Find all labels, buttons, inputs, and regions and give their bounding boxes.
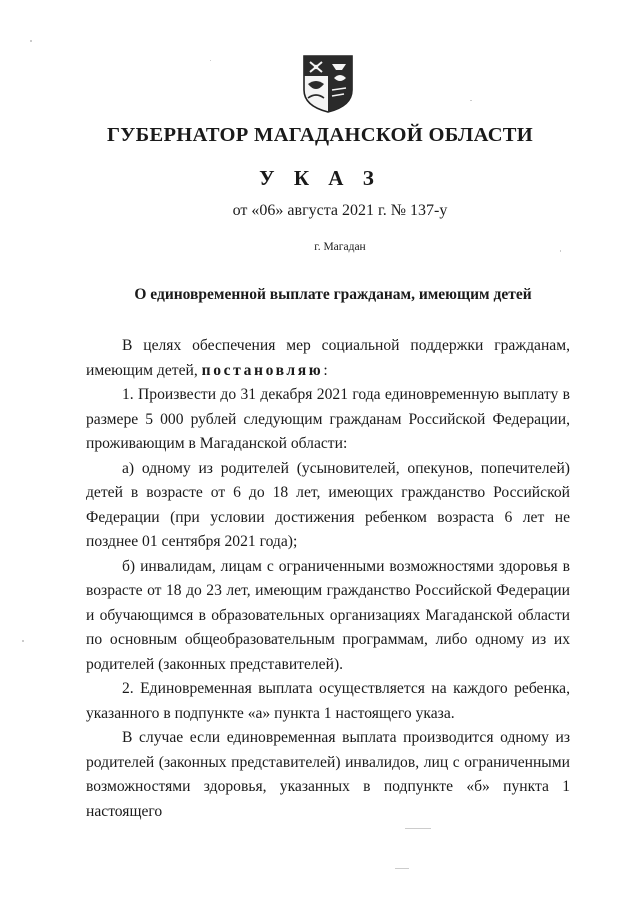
scan-speck	[560, 250, 561, 252]
paragraph-1a: а) одному из родителей (усыновителей, опекунов, попечителей) детей в возрасте от 6 до 18 лет, имеющих гражданство Российской Федерации (при условии достижения ребенком возраста 6 лет не позднее 01 сентября 2021 года);	[86, 459, 570, 550]
scan-speck	[405, 828, 431, 829]
authority-title: ГУБЕРНАТОР МАГАДАНСКОЙ ОБЛАСТИ	[106, 124, 534, 146]
intro-paragraph	[86, 334, 570, 383]
paragraph-1b: б) инвалидам, лицам с ограниченными возможностями здоровья в возрасте от 18 до 23 лет, имеющим гражданство Российской Федерации и обучающимся в образовательных организациях Магаданской области по основным общеобразовательным программам, либо одному из их родителей (законных представителей).	[86, 557, 570, 673]
intro-colon: :	[323, 361, 328, 379]
document-body	[86, 334, 570, 824]
document-type: У К А З	[259, 166, 381, 190]
scan-speck	[470, 100, 472, 101]
decree-word: постановляю	[201, 361, 324, 379]
document-city: г. Магадан	[314, 241, 366, 253]
scan-speck	[22, 640, 24, 642]
scan-speck	[395, 868, 409, 869]
scan-speck	[210, 60, 211, 61]
document-date-number: от «06» августа 2021 г. № 137-у	[232, 202, 448, 219]
paragraph-2: 2. Единовременная выплата осуществляется на каждого ребенка, указанного в подпункте «а» пункта 1 настоящего указа.	[86, 680, 570, 722]
document-subject: О единовременной выплате гражданам, имеющим детей	[134, 286, 532, 303]
scan-speck	[30, 40, 32, 42]
coat-of-arms-icon	[302, 54, 354, 114]
paragraph-3: В случае если единовременная выплата производится одному из родителей (законных представителей) инвалидов, лиц с ограниченными возможностями здоровья, указанных в подпункте «б» пункта 1 настоящего	[86, 729, 570, 820]
intro-text: В целях обеспечения мер социальной поддержки гражданам, имеющим детей,	[86, 337, 570, 379]
paragraph-1: 1. Произвести до 31 декабря 2021 года единовременную выплату в размере 5 000 рублей следующим гражданам Российской Федерации, проживающим в Магаданской области:	[86, 386, 570, 452]
